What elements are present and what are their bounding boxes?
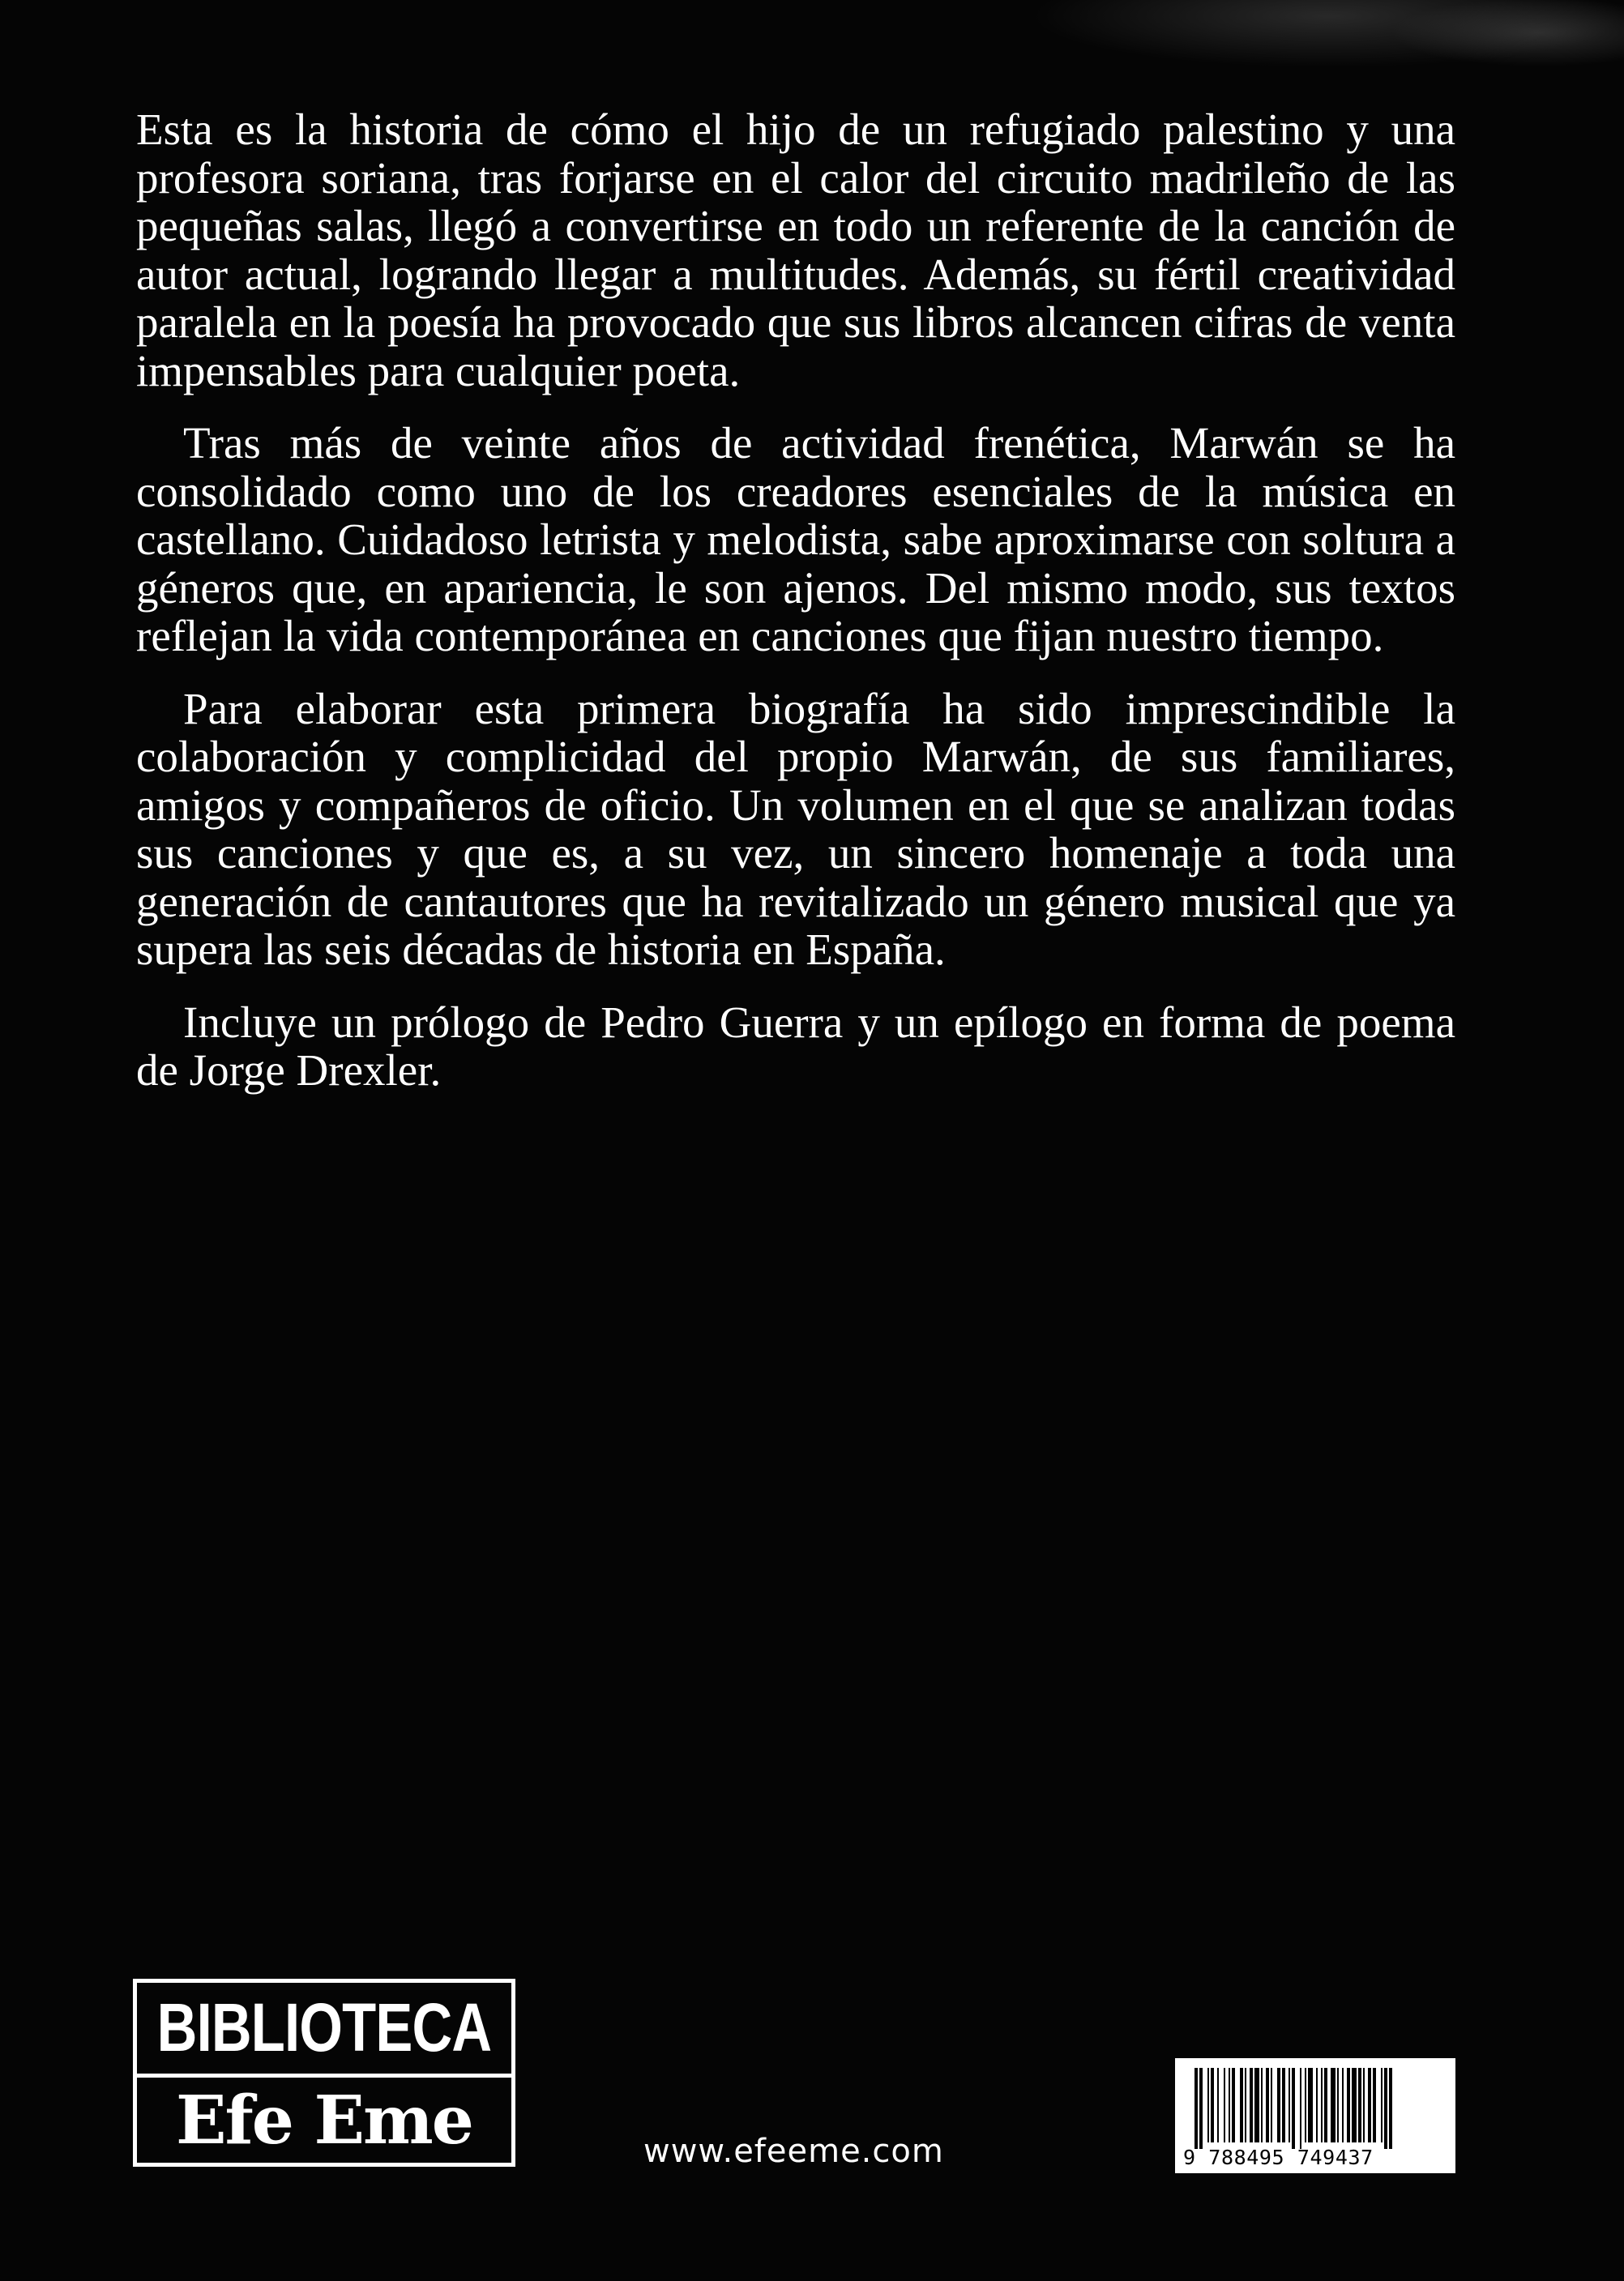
barcode-bar xyxy=(1305,2068,1306,2142)
barcode-bar xyxy=(1337,2068,1339,2142)
blurb-paragraph-3: Para elaborar esta primera biografía ha sido imprescindible la colaboración y complicidad del propio Marwán, de sus familiares, amigos y compañeros de oficio. Un volumen en el que se analizan todas sus canciones y que es, a su vez, un sincero homenaje a toda una generación de cantautores que ha revitalizado un género musical que ya supera las seis décadas de historia en España. xyxy=(136,683,1455,974)
barcode-bar xyxy=(1381,2068,1383,2142)
barcode-bar xyxy=(1292,2068,1295,2149)
isbn-number: 9 788495 749437 xyxy=(1183,2146,1374,2169)
barcode-bar xyxy=(1245,2068,1246,2142)
barcode-bar xyxy=(1271,2068,1272,2142)
barcode-bar xyxy=(1224,2068,1225,2142)
barcode-bar xyxy=(1331,2068,1336,2142)
isbn-barcode xyxy=(1175,2058,1455,2173)
barcode-bar xyxy=(1207,2068,1209,2142)
barcode-bar xyxy=(1199,2068,1203,2149)
barcode-bar xyxy=(1352,2068,1357,2142)
blurb-text xyxy=(136,105,1455,1119)
barcode-bar xyxy=(1217,2068,1219,2142)
barcode-bar xyxy=(1368,2068,1371,2142)
barcode-bar xyxy=(1321,2068,1323,2142)
barcode-bar xyxy=(1342,2068,1344,2142)
publisher-website: www.efeeme.com xyxy=(643,2133,944,2170)
barcode-bar xyxy=(1384,2068,1387,2149)
barcode-bar xyxy=(1389,2068,1392,2149)
barcode-bar xyxy=(1316,2068,1318,2142)
barcode-bar xyxy=(1282,2068,1285,2142)
blurb-paragraph-4: Incluye un prólogo de Pedro Guerra y un epílogo en forma de poema de Jorge Drexler. xyxy=(136,997,1455,1095)
barcode-bar xyxy=(1363,2068,1365,2142)
barcode-bar xyxy=(1232,2068,1235,2142)
barcode-bar xyxy=(1211,2068,1214,2142)
barcode-bar xyxy=(1358,2068,1361,2142)
blurb-paragraph-2: Tras más de veinte años de actividad frenética, Marwán se ha consolidado como uno de los creadores esenciales de la música en castellano. Cuidadoso letrista y melodista, sabe aproximarse con soltura a géneros que, en apariencia, le son ajenos. Del mismo modo, sus textos reflejan la vida contemporánea en canciones que fijan nuestro tiempo. xyxy=(136,418,1455,660)
barcode-bar xyxy=(1194,2068,1198,2149)
barcode-bar xyxy=(1261,2068,1263,2142)
barcode-bar xyxy=(1308,2068,1313,2142)
barcode-bar xyxy=(1347,2068,1350,2142)
barcode-bar xyxy=(1250,2068,1253,2142)
barcode-bar xyxy=(1324,2068,1327,2142)
logo-line-efe-eme: Efe Eme xyxy=(176,2081,472,2159)
barcode-bar xyxy=(1373,2068,1376,2142)
biblioteca-efe-eme-logo xyxy=(133,1979,515,2167)
barcode-bar xyxy=(1289,2068,1290,2142)
barcode-bar xyxy=(1229,2068,1230,2142)
blurb-paragraph-1: Esta es la historia de cómo el hijo de un refugiado palestino y una profesora soriana, tras forjarse en el calor del circuito madrileño de las pequeñas salas, llegó a convertirse en todo un referente de la canción de autor actual, logrando llegar a multitudes. Además, su fértil creatividad paralela en la poesía ha provocado que sus libros alcancen cifras de venta impensables para cualquier poeta. xyxy=(136,105,1455,395)
barcode-bar xyxy=(1254,2068,1259,2142)
barcode-bar xyxy=(1240,2068,1243,2142)
barcode-bar xyxy=(1277,2068,1280,2142)
barcode-bar xyxy=(1300,2068,1301,2149)
logo-line-biblioteca: BIBLIOTECA xyxy=(156,1988,492,2065)
barcode-bar xyxy=(1266,2068,1269,2142)
